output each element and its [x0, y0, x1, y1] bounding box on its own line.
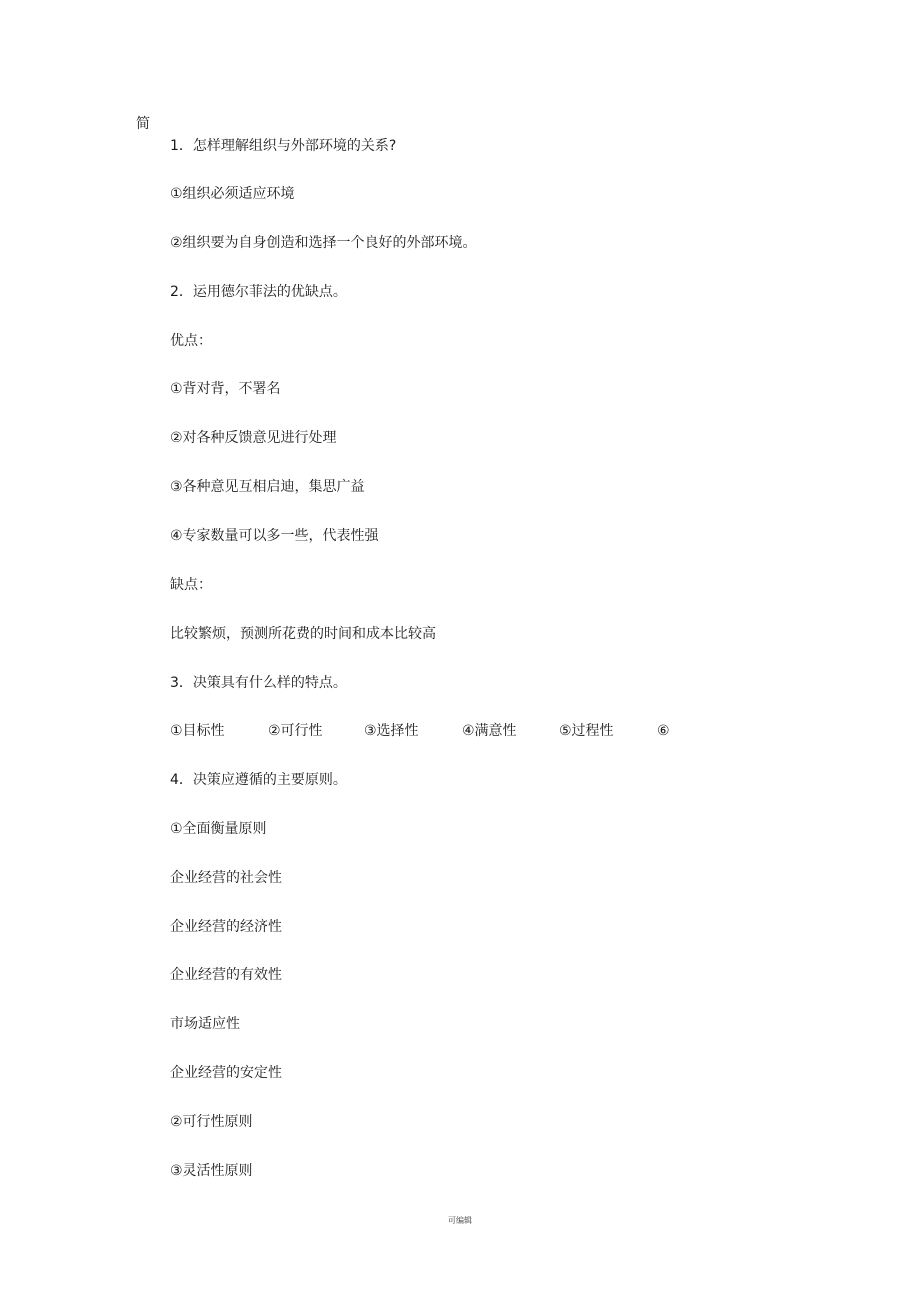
answer-line: 企业经营的经济性 [170, 919, 282, 935]
answer-line: 企业经营的社会性 [170, 870, 282, 886]
answer-line: ②组织要为自身创造和选择一个良好的外部环境。 [170, 235, 477, 251]
answer-line: ②对各种反馈意见进行处理 [170, 430, 337, 446]
answer-line: ①背对背，不署名 [170, 381, 281, 397]
answer-line: ②可行性原则 [170, 1114, 253, 1130]
trait-item: ③选择性 [364, 723, 419, 739]
trait-item: ①目标性 [170, 723, 225, 739]
page-footer: 可编辑 [448, 1216, 472, 1225]
answer-line: ③各种意见互相启迪，集思广益 [170, 479, 365, 495]
answer-line: ③灵活性原则 [170, 1163, 253, 1179]
answer-line: ④专家数量可以多一些，代表性强 [170, 528, 379, 544]
corner-mark: 简 [136, 116, 150, 132]
decision-traits-row [170, 722, 670, 742]
trait-item: ⑥ [657, 723, 670, 739]
trait-item: ⑤过程性 [559, 723, 614, 739]
section-label-advantages: 优点： [170, 333, 212, 349]
answer-line: 市场适应性 [170, 1016, 240, 1032]
section-label-disadvantages: 缺点： [170, 577, 212, 593]
question-4: 4．决策应遵循的主要原则。 [170, 772, 347, 788]
answer-line: 企业经营的有效性 [170, 967, 282, 983]
trait-item: ②可行性 [268, 723, 323, 739]
answer-line: ①组织必须适应环境 [170, 186, 295, 202]
question-2: 2．运用德尔菲法的优缺点。 [170, 284, 347, 300]
answer-line: ①全面衡量原则 [170, 821, 267, 837]
question-1: 1．怎样理解组织与外部环境的关系? [170, 138, 397, 154]
question-3: 3．决策具有什么样的特点。 [170, 675, 347, 691]
trait-item: ④满意性 [462, 723, 517, 739]
answer-line: 比较繁烦，预测所花费的时间和成本比较高 [170, 626, 436, 642]
answer-line: 企业经营的安定性 [170, 1065, 282, 1081]
